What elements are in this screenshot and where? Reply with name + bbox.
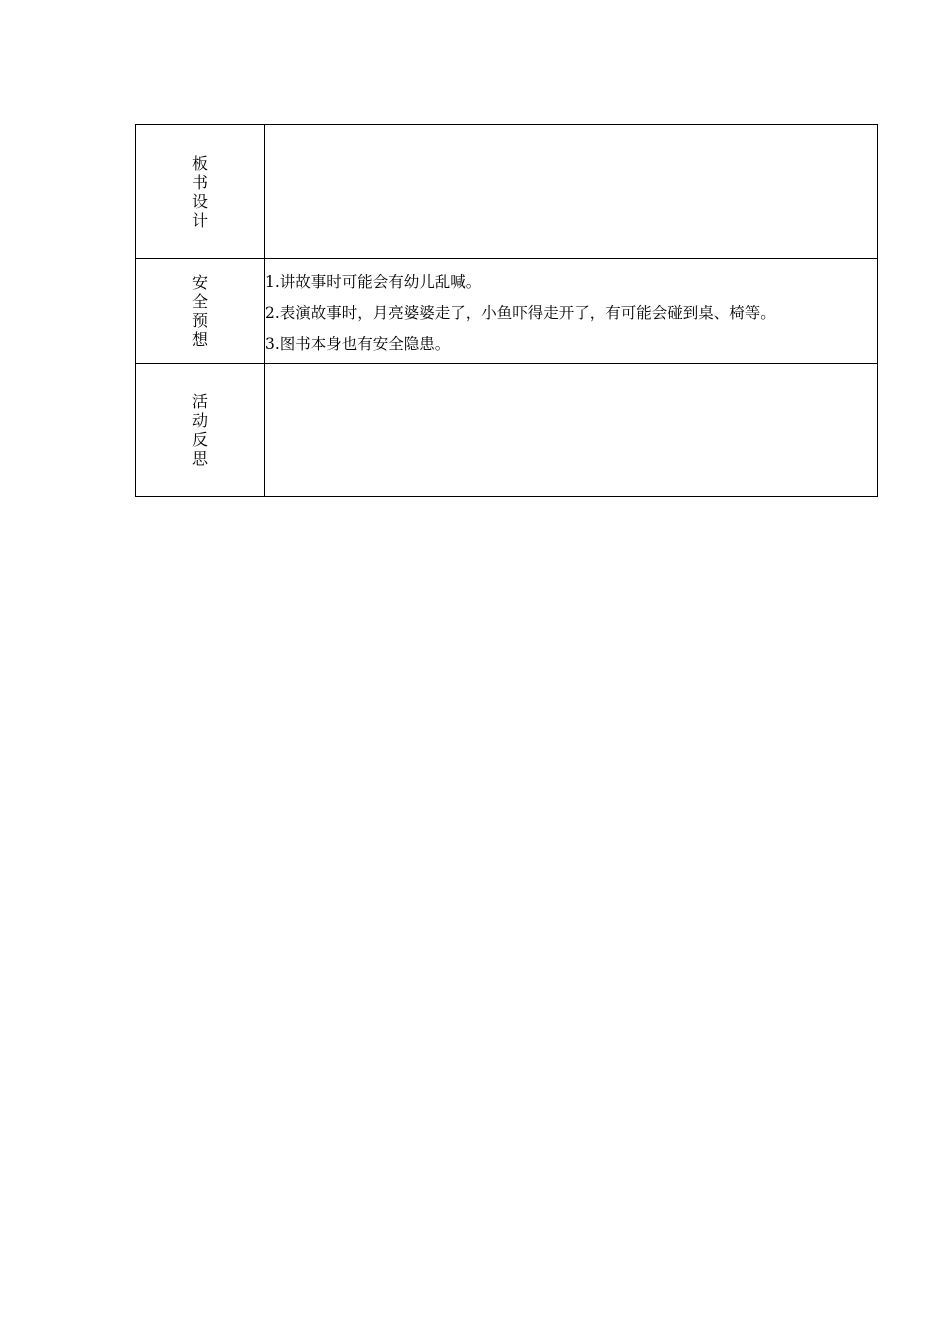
table-row-safety-forecast	[136, 259, 878, 364]
row-label-cell	[136, 364, 265, 497]
safety-item-2: 2.表演故事时，月亮婆婆走了，小鱼吓得走开了，有可能会碰到桌、椅等。	[265, 303, 776, 322]
safety-item-3: 3.图书本身也有安全隐患。	[265, 334, 451, 353]
board-design-content	[265, 125, 878, 259]
row-label-cell	[136, 125, 265, 259]
row-label-activity-reflection: 活动反思	[191, 392, 208, 468]
table-row-activity-reflection	[136, 364, 878, 497]
activity-reflection-content	[265, 364, 878, 497]
row-label-cell	[136, 259, 265, 364]
safety-item-1: 1.讲故事时可能会有幼儿乱喊。	[265, 272, 482, 291]
safety-forecast-content	[265, 259, 878, 364]
row-label-board-design: 板书设计	[191, 153, 208, 230]
lesson-plan-table	[135, 124, 878, 497]
table-row-board-design	[136, 125, 878, 259]
row-label-safety-forecast: 安全预想	[191, 273, 208, 349]
